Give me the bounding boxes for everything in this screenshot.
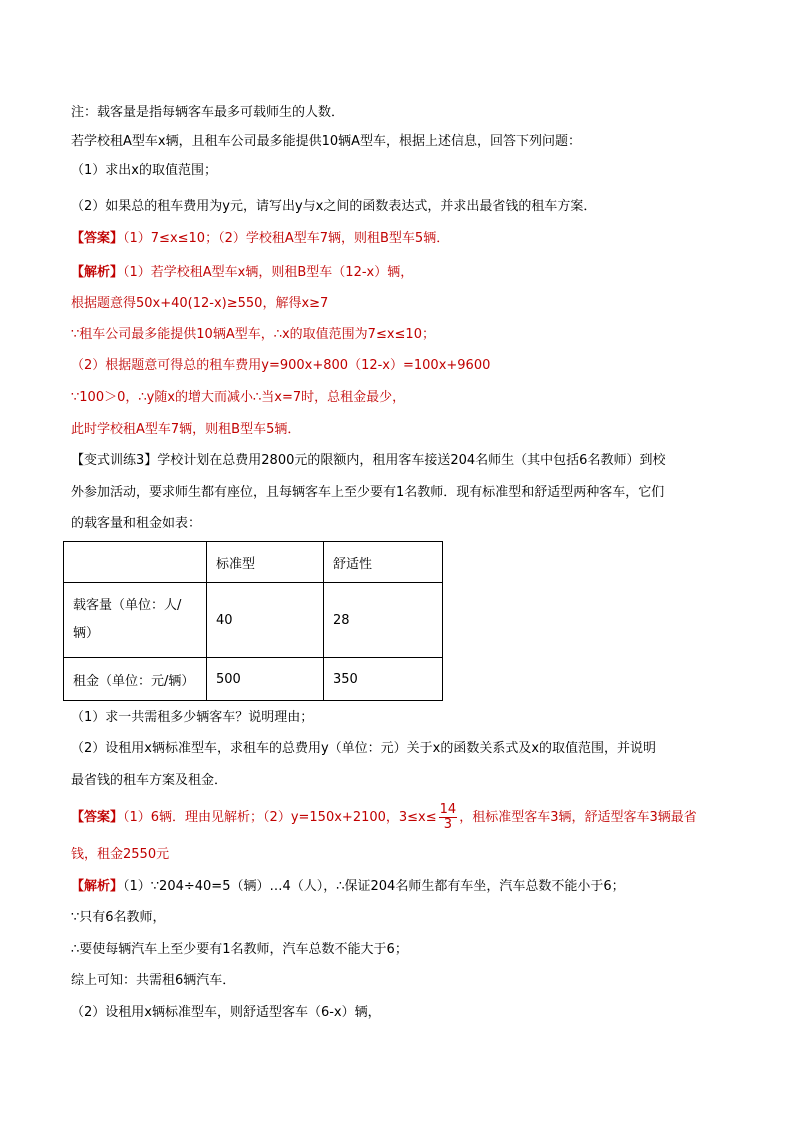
- question-1: （1）求出x的取值范围；: [71, 163, 217, 178]
- analysis-line-6: 此时学校租A型车7辆，则租B型车5辆．: [71, 422, 301, 437]
- analysis-2-line-3: ∴要使每辆汽车上至少要有1名教师，汽车总数不能大于6；: [71, 942, 408, 957]
- intro-line: 若学校租A型车x辆，且租车公司最多能提供10辆A型车，根据上述信息，回答下列问题：: [71, 134, 582, 149]
- table-row: [64, 658, 443, 701]
- analysis-line-4: （2）根据题意可得总的租车费用y=900x+800（12-x）=100x+9600: [71, 358, 491, 373]
- table-cell: 40: [207, 583, 324, 658]
- table-row-label-price: 租金（单位：元/辆）: [64, 658, 207, 701]
- note-line: 注：载客量是指每辆客车最多可载师生的人数．: [71, 105, 345, 120]
- analysis-2-line-2: ∵只有6名教师，: [71, 910, 166, 925]
- answer-text: （1）7≤x≤10；（2）学校租A型车7辆，则租B型车5辆．: [123, 231, 450, 246]
- analysis-2-line-1: 【解析】（1）∵204÷40=5（辆）…4（人），∴保证204名师生都有车坐，汽车总数不能小于6；: [71, 879, 625, 894]
- answer-2-cont: 钱，租金2550元: [71, 847, 170, 862]
- variant-line-3: 的载客量和租金如表：: [71, 516, 202, 531]
- answer-2-tag: 【答案】: [71, 810, 124, 825]
- table-header-comfort: 舒适性: [324, 542, 443, 583]
- analysis-2-line-4: 综上可知：共需租6辆汽车．: [71, 973, 236, 988]
- answer-line: [71, 229, 449, 249]
- analysis-line-3: ∵租车公司最多能提供10辆A型车，∴x的取值范围为7≤x≤10；: [71, 327, 435, 342]
- question-2: （2）如果总的租车费用为y元，请写出y与x之间的函数表达式，并求出最省钱的租车方案．: [71, 199, 597, 214]
- table-cell: 28: [324, 583, 443, 658]
- variant-question-2b: 最省钱的租车方案及租金．: [71, 773, 228, 788]
- table-cell: 350: [324, 658, 443, 701]
- table-cell: 500: [207, 658, 324, 701]
- table-row-label-capacity: 载客量（单位：人/ 辆）: [64, 583, 207, 658]
- analysis-line-1: 【解析】（1）若学校租A型车x辆，则租B型车（12-x）辆，: [71, 265, 414, 280]
- variant-question-2a: （2）设租用x辆标准型车，求租车的总费用y（单位：元）关于x的函数关系式及x的取值范围，并说明: [71, 741, 657, 756]
- variant-tag: 【变式训练3】: [71, 453, 158, 468]
- table-row: [64, 542, 443, 583]
- capacity-price-table: [63, 541, 443, 701]
- table-header-standard: 标准型: [207, 542, 324, 583]
- analysis-2-line-5: （2）设租用x辆标准型车，则舒适型客车（6-x）辆，: [71, 1005, 381, 1020]
- variant-line-2: 外参加活动，要求师生都有座位，且每辆客车上至少要有1名教师．现有标准型和舒适型两种客车，它们: [71, 485, 665, 500]
- answer-2-line: 【答案】（1）6辆．理由见解析；（2）y=150x+2100，3≤x≤ $\frac{14}{3}$ ，租标准型客车3辆，舒适型客车3辆最省: [71, 802, 697, 832]
- analysis-line-5: ∵100＞0，∴y随x的增大而减小∴当x=7时，总租金最少，: [71, 390, 406, 405]
- table-cell: [64, 542, 207, 583]
- variant-line-1: 【变式训练3】学校计划在总费用2800元的限额内，租用客车接送204名师生（其中包括6名教师）到校: [71, 453, 666, 468]
- answer-tag: 【答案】: [71, 231, 124, 246]
- analysis-line-2: 根据题意得50x+40(12-x)≥550，解得x≥7: [71, 296, 329, 311]
- variant-question-1: （1）求一共需租多少辆客车？说明理由；: [71, 710, 314, 725]
- fraction: $\frac{14}{3}$: [439, 802, 457, 832]
- analysis-tag: 【解析】: [71, 265, 124, 280]
- analysis-2-tag: 【解析】: [71, 879, 124, 894]
- table-row: [64, 583, 443, 658]
